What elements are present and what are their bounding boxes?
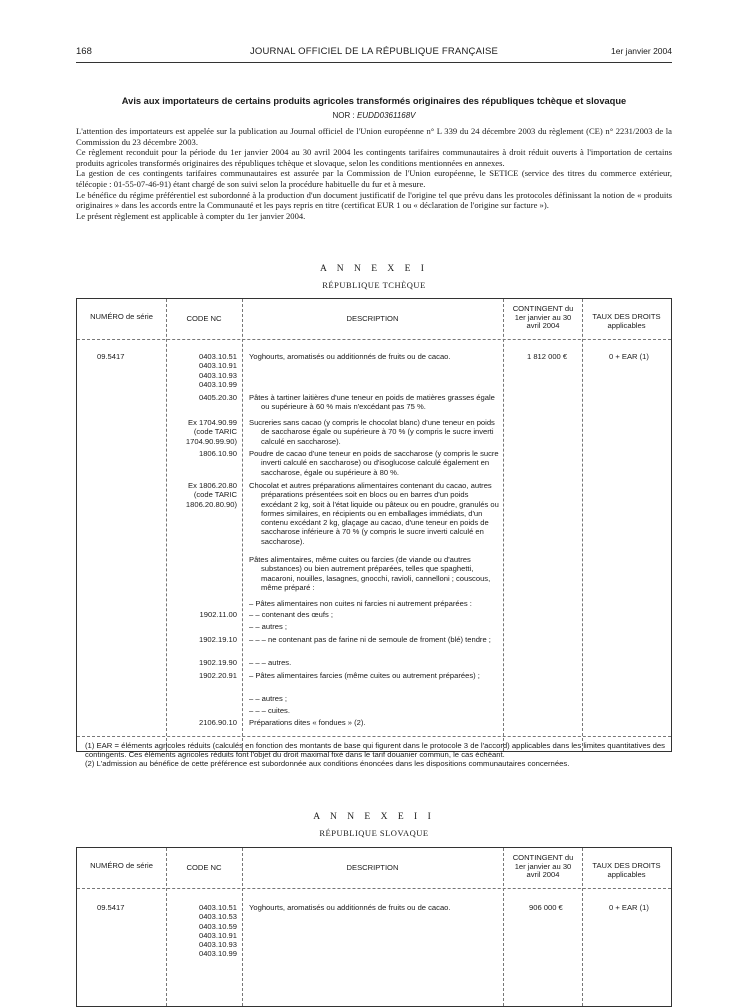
notice-title: Avis aux importateurs de certains produits agricoles transformés originaires des républiques tchèque et slovaque (121, 96, 627, 106)
col-header-description: DESCRIPTION (346, 314, 399, 323)
annex-2-country: RÉPUBLIQUE SLOVAQUE (319, 828, 429, 838)
notice-body (76, 126, 672, 221)
nor-code: EUDD0361168V (356, 111, 416, 120)
code-nc-cell: Ex 1806.20.80 (code TARIC 1806.20.80.90) (185, 481, 237, 509)
taux-value: 0 + EAR (1) (609, 352, 649, 361)
col-header-code-nc: CODE NC (186, 314, 222, 323)
code-nc-cell: 0405.20.30 (198, 393, 237, 402)
description-cell: Poudre de cacao d'une teneur en poids de saccharose (y compris le sucre inverti calculé en saccharose) ou d'isoglucose calculé également en saccharose, égale ou supérieure à 80 %. (249, 449, 499, 477)
description-cell: Préparations dites « fondues » (2). (249, 718, 366, 727)
serial-number: 09.5417 (97, 903, 125, 912)
paragraph: La gestion de ces contingents tarifaires communautaires est assurée par la Commission de l'Union européenne, le SETICE (service des titres du commerce extérieur, télécopie : 01-55-07-46-91) étant chargé de son suivi selon la procédure habituelle du fur et à mesure. (76, 168, 672, 189)
issue-date: 1er janvier 2004 (611, 46, 672, 56)
annex-1-title: A N N E X E I (320, 264, 428, 274)
code-nc-cell: Ex 1704.90.99 (code TARIC 1704.90.99.90) (185, 418, 237, 446)
code-nc-cell: 1902.19.90 (198, 658, 237, 667)
code-nc-cell: 1902.20.91 (198, 671, 237, 680)
code-nc-cell: 1902.19.10 (198, 635, 237, 644)
description-cell: – Pâtes alimentaires non cuites ni farcies ni autrement préparées : (249, 599, 472, 608)
nor-label: NOR : (332, 111, 355, 120)
paragraph: Le bénéfice du régime préférentiel est subordonné à la production d'un document justificatif de l'origine tel que prévu dans les protocoles définissant la notion de « produits originaires » dans les accords entre la Communauté et les pays repris en titre (certificat EUR 1 ou « déclaration de l'origine sur facture »). (76, 189, 672, 211)
description-cell: – – contenant des œufs ; (249, 610, 334, 619)
paragraph: L'attention des importateurs est appelée sur la publication au Journal officiel de l'Union européenne n° L 339 du 24 décembre 2003 du règlement (CE) n° 2231/2003 de la Commission du 23 décembre 2003. (76, 126, 672, 147)
description-cell: – Pâtes alimentaires farcies (même cuites ou autrement préparées) ; (249, 671, 480, 680)
annex-1-country: RÉPUBLIQUE TCHÈQUE (322, 280, 426, 290)
page-header (76, 46, 672, 60)
description-cell: Pâtes à tartiner laitières d'une teneur en poids de matières grasses égale ou supérieure à 60 % mais n'excédant pas 75 %. (249, 393, 495, 412)
page-number: 168 (76, 46, 92, 57)
description-cell: Yoghourts, aromatisés ou additionnés de fruits ou de cacao. (249, 352, 451, 361)
footnote: (2) L'admission au bénéfice de cette préférence est subordonnée aux conditions énoncées dans les dispositions communautaires concernées. (85, 759, 570, 769)
annex-2-table (76, 847, 672, 1007)
description-cell: – – – cuites. (249, 706, 290, 715)
description-cell: Sucreries sans cacao (y compris le chocolat blanc) d'une teneur en poids de saccharose égale ou supérieure à 70 % (y compris le sucre inverti calculé en saccharose). (249, 418, 495, 446)
description-cell: – – autres ; (249, 622, 287, 631)
code-nc-cell: 0403.10.51 0403.10.91 0403.10.93 0403.10.99 (198, 352, 237, 389)
col-header-numero: NUMÉRO de série (90, 312, 153, 321)
description-cell: Yoghourts, aromatisés ou additionnés de fruits ou de cacao. (249, 903, 451, 912)
nor-line (76, 111, 672, 120)
col-header-code-nc: CODE NC (186, 863, 222, 872)
description-cell: Pâtes alimentaires, même cuites ou farcies (de viande ou d'autres substances) ou bien autrement préparées, telles que spaghetti, macaroni, nouilles, lasagnes, gnocchi, ravioli, cannelloni ; couscous, même préparé : (249, 555, 491, 592)
col-header-contingent: CONTINGENT du 1er janvier au 30 avril 2004 (512, 304, 574, 330)
header-rule (76, 62, 672, 63)
col-header-taux: TAUX DES DROITS applicables (592, 312, 661, 330)
col-header-numero: NUMÉRO de série (90, 861, 153, 870)
col-header-contingent: CONTINGENT du 1er janvier au 30 avril 2004 (512, 853, 574, 879)
taux-value: 0 + EAR (1) (609, 903, 649, 912)
description-cell: – – – ne contenant pas de farine ni de semoule de froment (blé) tendre ; (249, 635, 491, 644)
annex-1-table (76, 298, 672, 769)
code-nc-cell: 1806.10.90 (198, 449, 237, 458)
code-nc-cell: 0403.10.51 0403.10.53 0403.10.59 0403.10.91 0403.10.93 0403.10.99 (198, 903, 237, 959)
contingent-value: 1 812 000 € (527, 352, 568, 361)
annex-1-notes (85, 741, 665, 769)
contingent-value: 906 000 € (529, 903, 563, 912)
serial-number: 09.5417 (97, 352, 125, 361)
footnote: (1) EAR = éléments agricoles réduits (calculés en fonction des montants de base qui figurent dans le protocole 3 de l'accord) applicables dans les limites quantitatives des contingents. Ces éléments agricoles réduits font l'objet du droit maximal fixé dans le tarif douanier commun, le cas échéant. (85, 741, 665, 760)
col-header-description: DESCRIPTION (346, 863, 399, 872)
paragraph: Ce règlement reconduit pour la période du 1er janvier 2004 au 30 avril 2004 les contingents tarifaires communautaires à droit réduit ouverts à l'importation de certains produits agricoles transformés originaires des républiques tchèque et slovaque, selon les conditions mentionnées en annexes. (76, 147, 672, 168)
code-nc-cell: 1902.11.00 (199, 610, 237, 619)
annex-2-title: A N N E X E I I (313, 812, 435, 822)
paragraph: Le présent règlement est applicable à compter du 1er janvier 2004. (76, 210, 306, 221)
description-cell: – – autres ; (249, 694, 287, 703)
description-cell: – – – autres. (249, 658, 292, 667)
code-nc-cell: 2106.90.10 (198, 718, 237, 727)
journal-title: JOURNAL OFFICIEL DE LA RÉPUBLIQUE FRANÇAISE (249, 46, 499, 57)
col-header-taux: TAUX DES DROITS applicables (592, 861, 661, 879)
description-cell: Chocolat et autres préparations alimentaires contenant du cacao, autres préparations présentées soit en blocs ou en barres d'un poids excédant 2 kg, soit à l'état liquide ou pâteux ou en poudre, granulés ou formes similaires, en récipients ou en emballages immédiats, d'un contenu excédant 2 kg, glaçage au cacao, d'une teneur en poids de saccharose inférieure à 70 % (y compris le sucre inverti calculé en saccharose). (249, 481, 499, 546)
